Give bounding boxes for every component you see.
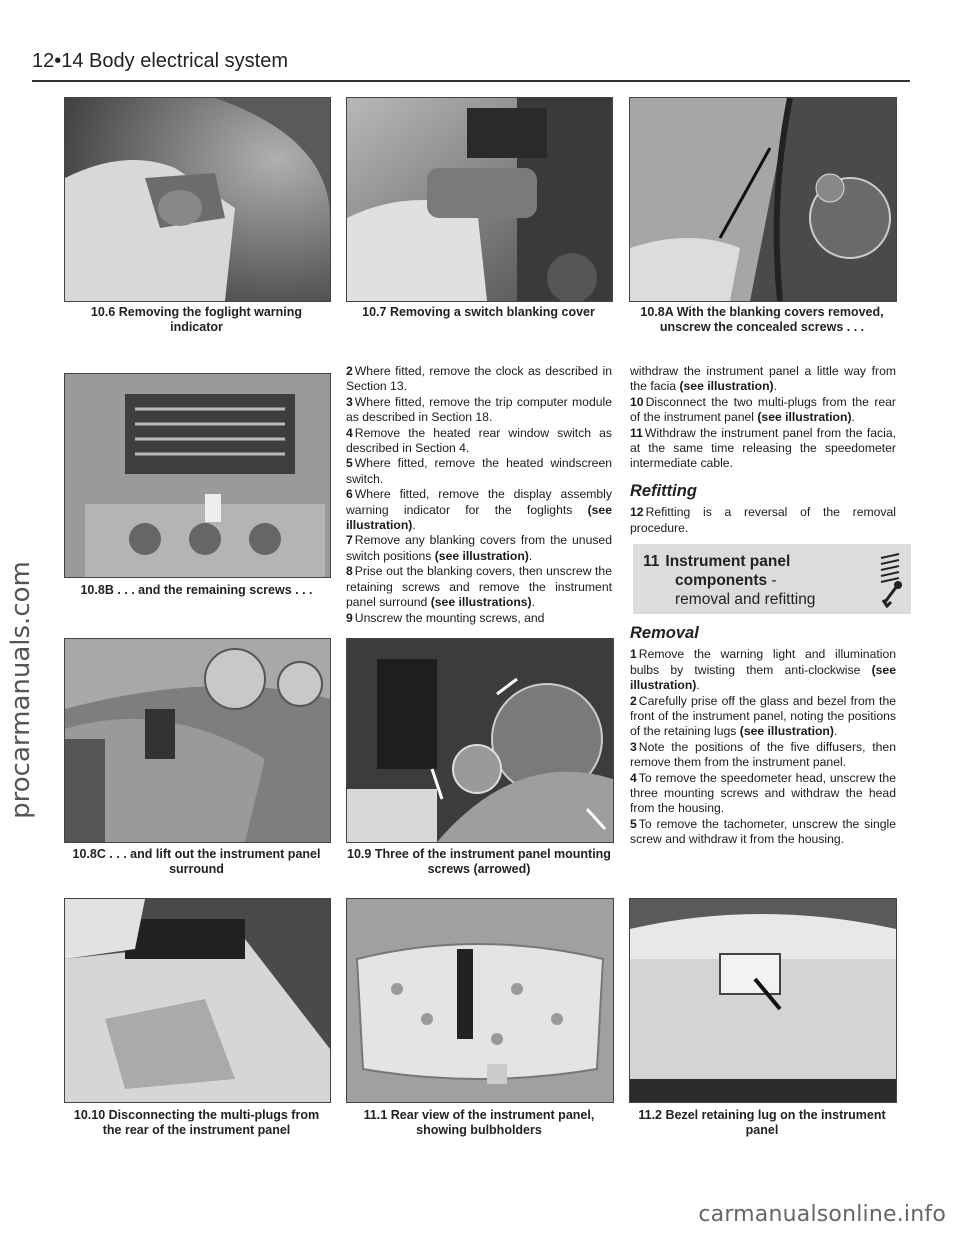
footer-watermark: carmanualsonline.info [698,1202,946,1227]
photo-11-2 [629,898,897,1103]
middle-text-column [346,364,612,626]
step-paragraph: 9 Unscrew the mounting screws, and [346,610,545,625]
caption-11-2: 11.2 Bezel retaining lug on the instrument panel [638,1108,886,1137]
photo-10-8c [64,638,331,843]
page-header-title: 12•14 Body electrical system [32,50,289,72]
photo-10-9 [346,638,614,843]
step-paragraph: 6 Where fitted, remove the display assembly warning indicator for the foglights (see illustration). [346,487,612,533]
section-subtitle: removal and refitting [675,591,816,608]
section-title-line1: Instrument panel [665,553,791,570]
removal-text-column [630,620,896,848]
section-number: 11 [643,553,660,570]
step-paragraph: 3 Note the positions of the five diffusers, then remove them from the instrument panel. [630,739,896,770]
header-rule [32,80,910,82]
photo-10-7 [346,97,613,302]
side-watermark [4,500,38,880]
photo-10-6 [64,97,331,302]
caption-10-7: 10.7 Removing a switch blanking cover [362,305,595,319]
step-paragraph: 4 To remove the speedometer head, unscrew the three mounting screws and withdraw the head from the housing. [630,770,896,816]
step-paragraph: 5 Where fitted, remove the heated windscreen switch. [346,456,612,486]
step-paragraph: 4 Remove the heated rear window switch as described in Section 4. [346,425,612,456]
caption-10-8a: 10.8A With the blanking covers removed, unscrew the concealed screws . . . [640,305,884,334]
caption-10-8c: 10.8C . . . and lift out the instrument panel surround [72,847,321,876]
photo-10-8b [64,373,331,578]
caption-10-8b: 10.8B . . . and the remaining screws . . . [80,583,313,597]
step-paragraph: 8 Prise out the blanking covers, then unscrew the retaining screws and remove the instrument panel surround (see illustrations). [346,564,612,610]
section-title-dash: - [767,572,777,589]
section-title-line2: components [675,572,768,589]
step-paragraph: 5 To remove the tachometer, unscrew the single screw and withdraw it from the housing. [630,816,896,847]
step-paragraph: 3 Where fitted, remove the trip computer module as described in Section 18. [346,394,612,425]
caption-10-6: 10.6 Removing the foglight warning indicator [90,305,303,334]
removal-heading: Removal [630,624,699,642]
section-heading-box [633,544,911,614]
step-paragraph: 2 Where fitted, remove the clock as described in Section 13. [346,364,612,394]
caption-10-9: 10.9 Three of the instrument panel mounting screws (arrowed) [347,847,611,876]
wrench-difficulty-icon [875,552,905,608]
caption-10-10: 10.10 Disconnecting the multi-plugs from the rear of the instrument panel [73,1108,320,1137]
right-text-column-top [630,364,896,536]
caption-11-1: 11.1 Rear view of the instrument panel, showing bulbholders [363,1108,595,1137]
step-paragraph: 11 Withdraw the instrument panel from the facia, at the same time releasing the speedometer intermediate cable. [630,425,896,471]
step-paragraph: withdraw the instrument panel a little way from the facia (see illustration). [630,364,896,394]
step-paragraph: 2 Carefully prise off the glass and bezel from the front of the instrument panel, noting the positions of the retaining lugs (see illustration). [630,693,896,739]
refitting-heading: Refitting [630,481,697,500]
step-paragraph: 12 Refitting is a reversal of the removal procedure. [630,505,896,535]
side-watermark-text: procarmanuals.com [6,561,36,819]
photo-11-1 [346,898,614,1103]
photo-10-8a [629,97,897,302]
step-paragraph: 1 Remove the warning light and illumination bulbs by twisting them anti-clockwise (see illustration). [630,647,896,693]
photo-10-10 [64,898,331,1103]
step-paragraph: 10 Disconnect the two multi-plugs from the rear of the instrument panel (see illustration). [630,394,896,425]
step-paragraph: 7 Remove any blanking covers from the unused switch positions (see illustration). [346,533,612,563]
section-title [643,552,873,571]
